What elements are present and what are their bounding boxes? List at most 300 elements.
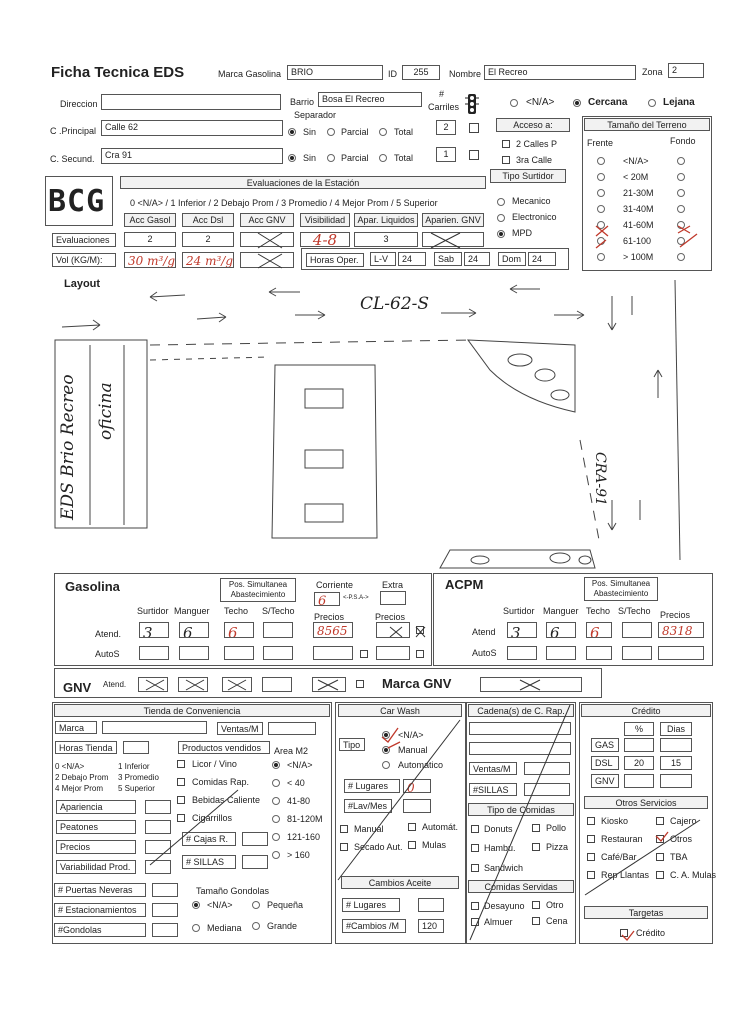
- carwash-manual-radio[interactable]: [382, 746, 390, 754]
- terreno-frente-radio[interactable]: [597, 237, 605, 245]
- sin-label-2: Sin: [303, 153, 317, 163]
- otros-servicio-label: Rep Llantas: [601, 870, 650, 880]
- gas-atend-techo[interactable]: [224, 622, 254, 638]
- direccion-field[interactable]: [101, 94, 281, 110]
- targetas-header: Targetas: [584, 906, 708, 919]
- producto-label: Comidas Rap.: [192, 777, 250, 787]
- area-radio[interactable]: [272, 761, 280, 769]
- tienda-count-field[interactable]: [152, 923, 178, 937]
- tienda-scale-item: 3 Promedio: [118, 773, 159, 782]
- cajas-label: # Cajas R.: [182, 832, 236, 846]
- total-label: Total: [394, 127, 414, 137]
- terreno-option-label: > 100M: [623, 252, 654, 262]
- otros-servicio-check[interactable]: [587, 871, 595, 879]
- barrio-field[interactable]: Bosa El Recreo: [318, 92, 422, 107]
- bcg-logo: BCG: [48, 184, 106, 219]
- producto-label: Cigarrillos: [192, 813, 233, 823]
- producto-check[interactable]: [177, 814, 185, 822]
- gas-precio-check[interactable]: [416, 626, 424, 634]
- otros-servicio-check[interactable]: [656, 835, 664, 843]
- gnv-techo-field[interactable]: [222, 677, 252, 692]
- gas-autos-surtidor[interactable]: [139, 646, 169, 660]
- carriles-principal-field[interactable]: 2: [436, 120, 456, 135]
- traffic-light-icon: [465, 93, 479, 115]
- layout-title: Layout: [64, 278, 101, 290]
- gas-atend-techo-value: 6: [228, 624, 238, 638]
- acpm-autos-manguer[interactable]: [546, 646, 576, 660]
- otros-servicio-check[interactable]: [587, 853, 595, 861]
- total-label-2: Total: [394, 153, 414, 163]
- acpm-atend-label: Atend: [472, 627, 496, 637]
- marca-gnv-title: Marca GNV: [382, 676, 452, 691]
- tienda-count-label: #Gondolas: [54, 923, 146, 937]
- gnv-precio-field[interactable]: [312, 677, 346, 692]
- acceso-3ra-check[interactable]: [502, 156, 510, 164]
- electronico-radio[interactable]: [497, 214, 505, 222]
- principal-field[interactable]: Calle 62: [101, 120, 283, 136]
- acpm-atend-techo-value: 6: [590, 624, 600, 638]
- terreno-fondo-radio[interactable]: [677, 157, 685, 165]
- gas-stecho-label: S/Techo: [262, 606, 295, 616]
- credito-header: Crédito: [581, 704, 711, 717]
- terreno-fondo-radio[interactable]: [677, 173, 685, 181]
- area-radio[interactable]: [272, 815, 280, 823]
- pizza-check[interactable]: [532, 843, 540, 851]
- almuer-label: Almuer: [484, 917, 513, 927]
- gondolas-title: Tamaño Gondolas: [196, 886, 270, 896]
- acpm-autos-surtidor[interactable]: [507, 646, 537, 660]
- principal-total-radio[interactable]: [379, 128, 387, 136]
- otros-servicio-check[interactable]: [587, 835, 595, 843]
- sandwich-label: Sandwich: [484, 863, 524, 873]
- psa-value: 6: [318, 594, 327, 606]
- terreno-frente-radio[interactable]: [597, 253, 605, 261]
- acpm-atend-manguer-value: 6: [550, 624, 560, 638]
- targetas-credito-check[interactable]: [620, 929, 628, 937]
- acpm-atend-surtidor-value: 3: [511, 624, 521, 638]
- eval-column-header: Apar. Liquidos: [354, 213, 418, 227]
- cajas-field[interactable]: [242, 832, 268, 846]
- gas-atend-manguer-value: 6: [183, 624, 193, 638]
- terreno-option-label: 31-40M: [623, 204, 654, 214]
- gas-autos-label: AutoS: [95, 649, 120, 659]
- tienda-scale-item: 2 Debajo Prom: [55, 773, 109, 782]
- cambios-lugares-label: # Lugares: [342, 898, 400, 912]
- terreno-option-label: <N/A>: [623, 156, 649, 166]
- extra-label: Extra: [382, 580, 404, 590]
- dom-field[interactable]: 24: [528, 252, 556, 266]
- gnv-check[interactable]: [356, 680, 364, 688]
- gas-precios-label: Precios: [314, 612, 345, 622]
- carwash-lav-label: #Lav/Mes: [344, 799, 392, 813]
- carwash-manual-check[interactable]: [340, 825, 348, 833]
- gnv-title: GNV: [63, 680, 92, 695]
- eval-column-header: Acc Dsl: [182, 213, 234, 227]
- extra-psa-field[interactable]: [380, 591, 406, 605]
- desayuno-check[interactable]: [471, 902, 479, 910]
- desayuno-label: Desayuno: [484, 901, 525, 911]
- street-right-label: CRA-91: [592, 452, 608, 506]
- terreno-option-label: 41-60M: [623, 220, 654, 230]
- tienda-scale-item: 4 Mejor Prom: [55, 784, 104, 793]
- eval-value-field[interactable]: 2: [182, 232, 234, 247]
- area-radio[interactable]: [272, 797, 280, 805]
- tipo-comidas-header: Tipo de Comidas: [468, 803, 574, 816]
- carwash-automat-check-label: Automát.: [422, 822, 459, 832]
- credito-gas-dias[interactable]: [660, 738, 692, 752]
- eval-column-header: Acc GNV: [240, 213, 294, 227]
- gas-autos-precio[interactable]: [313, 646, 353, 660]
- credito-gnv-dias[interactable]: [660, 774, 692, 788]
- tienda-marca-label: Marca: [55, 721, 97, 734]
- producto-label: Bebidas Caliente: [192, 795, 261, 805]
- acpm-atend-stecho[interactable]: [622, 622, 652, 638]
- tienda-eval-field[interactable]: [145, 840, 171, 854]
- mpd-label: MPD: [512, 228, 532, 238]
- otros-servicio-check[interactable]: [656, 871, 664, 879]
- acpm-atend-surtidor[interactable]: [507, 622, 537, 638]
- gas-precio-corriente[interactable]: [313, 622, 353, 638]
- carwash-lav-field[interactable]: [403, 799, 431, 813]
- gas-autos-manguer[interactable]: [179, 646, 209, 660]
- cambios-m-label: #Cambios /M: [342, 919, 406, 933]
- distance-cercana-label: Cercana: [588, 97, 628, 108]
- carwash-auto-label: Automatico: [398, 760, 444, 770]
- pollo-label: Pollo: [546, 823, 567, 833]
- gnv-atend-label: Atend.: [103, 680, 127, 689]
- area-radio[interactable]: [272, 851, 280, 859]
- acpm-techo-label: Techo: [586, 606, 611, 616]
- marca-label: Marca Gasolina: [218, 69, 282, 79]
- secund-field[interactable]: Cra 91: [101, 148, 283, 164]
- cena-check[interactable]: [532, 917, 540, 925]
- psa-field[interactable]: [314, 592, 340, 606]
- acpm-precio[interactable]: [658, 622, 704, 638]
- principal-parcial-radio[interactable]: [327, 128, 335, 136]
- carwash-secado-check-label: Secado Aut.: [354, 842, 403, 852]
- acpm-atend-manguer[interactable]: [546, 622, 576, 638]
- distance-na-label: <N/A>: [526, 97, 555, 108]
- page-title: Ficha Tecnica EDS: [51, 64, 185, 81]
- cadena-ventas-label: Ventas/M: [469, 762, 517, 775]
- secund-parcial-radio[interactable]: [327, 154, 335, 162]
- carwash-secado-check[interactable]: [340, 843, 348, 851]
- area-label: Area M2: [274, 746, 309, 756]
- marca-gnv-field[interactable]: [480, 677, 582, 692]
- sab-field[interactable]: 24: [464, 252, 490, 266]
- credito-pct-label: %: [624, 722, 654, 736]
- tienda-count-label: # Estacionamientos: [54, 903, 146, 917]
- otro-check[interactable]: [532, 901, 540, 909]
- gas-autos-stecho[interactable]: [263, 646, 293, 660]
- credito-dsl-dias[interactable]: 15: [660, 756, 692, 770]
- acpm-precios-label: Precios: [660, 610, 691, 620]
- zona-label: Zona: [642, 67, 663, 77]
- acpm-manguer-label: Manguer: [543, 606, 579, 616]
- principal-label: C .Principal: [50, 126, 97, 136]
- otros-servicios-header: Otros Servicios: [584, 796, 708, 809]
- parcial-label: Parcial: [341, 127, 369, 137]
- eval-column-header: Aparien. GNV: [422, 213, 484, 227]
- hambu-label: Hambu.: [484, 843, 516, 853]
- tienda-eval-label: Apariencia: [56, 800, 136, 814]
- carriles-secund-field[interactable]: 1: [436, 147, 456, 162]
- barrio-label: Barrio: [290, 97, 315, 107]
- lv-label: L-V: [370, 252, 396, 266]
- tienda-eval-field[interactable]: [145, 800, 171, 814]
- terreno-option-label: < 20M: [623, 172, 649, 182]
- gas-autos-check-1[interactable]: [360, 650, 368, 658]
- targetas-credito-label: Crédito: [636, 928, 666, 938]
- tienda-eval-label: Variabilidad Prod.: [56, 860, 136, 874]
- carwash-auto-radio[interactable]: [382, 761, 390, 769]
- gas-atend-stecho[interactable]: [263, 622, 293, 638]
- otros-servicio-check[interactable]: [587, 817, 595, 825]
- acceso-3ra-label: 3ra Calle: [516, 155, 553, 165]
- cambios-lugares-field[interactable]: [418, 898, 444, 912]
- distance-na-radio[interactable]: [510, 99, 518, 107]
- tienda-scale-item: 0 <N/A>: [55, 762, 85, 771]
- carwash-lugares-value: 0: [407, 781, 415, 793]
- donuts-check[interactable]: [471, 825, 479, 833]
- eval-value-field[interactable]: [422, 232, 484, 247]
- carwash-manual-check-label: Manual: [354, 824, 384, 834]
- lv-field[interactable]: 24: [398, 252, 426, 266]
- area-label: > 160: [287, 850, 310, 860]
- carriles-secund-check[interactable]: [469, 150, 479, 160]
- acpm-atend-techo[interactable]: [586, 622, 612, 638]
- eval-value-field[interactable]: 4-8: [300, 232, 350, 247]
- fondo-label: Fondo: [670, 136, 696, 146]
- direccion-label: Direccion: [60, 99, 98, 109]
- gas-precio-extra[interactable]: [376, 622, 410, 638]
- acpm-autos-techo[interactable]: [586, 646, 612, 660]
- carwash-automat-check[interactable]: [408, 823, 416, 831]
- gondolas-mediana-radio[interactable]: [192, 924, 200, 932]
- carwash-mulas-check[interactable]: [408, 841, 416, 849]
- zona-field[interactable]: 2: [668, 63, 704, 78]
- evaluaciones-header: Evaluaciones de la Estación: [120, 176, 486, 189]
- cadena-field-1[interactable]: [469, 722, 571, 735]
- id-field[interactable]: 255: [402, 65, 440, 80]
- carwash-lugares-field[interactable]: [403, 779, 431, 793]
- secund-total-radio[interactable]: [379, 154, 387, 162]
- frente-label: Frente: [587, 138, 614, 148]
- tienda-count-field[interactable]: [152, 883, 178, 897]
- carwash-lugares-label: # Lugares: [344, 779, 400, 793]
- vol-row-label: Vol (KG/M):: [52, 253, 116, 267]
- terreno-header: Tamaño del Terreno: [584, 118, 710, 131]
- electronico-label: Electronico: [512, 212, 557, 222]
- corriente-label: Corriente: [316, 580, 354, 590]
- cadena-field-2[interactable]: [469, 742, 571, 755]
- acpm-title: ACPM: [445, 577, 484, 592]
- area-label: 81-120M: [287, 814, 323, 824]
- gas-atend-label: Atend.: [95, 629, 122, 639]
- donuts-label: Donuts: [484, 824, 513, 834]
- area-radio[interactable]: [272, 779, 280, 787]
- distance-lejana-radio[interactable]: [648, 99, 656, 107]
- credito-gas-label: GAS: [591, 738, 619, 752]
- credito-gnv-pct[interactable]: [624, 774, 654, 788]
- gas-precio-corriente-value: 8565: [317, 624, 348, 638]
- tienda-eval-label: Precios: [56, 840, 136, 854]
- acceso-2calles-check[interactable]: [502, 140, 510, 148]
- hambu-check[interactable]: [471, 844, 479, 852]
- credito-gas-pct[interactable]: [624, 738, 654, 752]
- area-label: 121-160: [287, 832, 321, 842]
- carriles-label: Carriles: [428, 102, 460, 112]
- terreno-fondo-radio[interactable]: [677, 237, 685, 245]
- sin-label: Sin: [303, 127, 317, 137]
- almuer-check[interactable]: [471, 918, 479, 926]
- sandwich-check[interactable]: [471, 864, 479, 872]
- vol-value-field[interactable]: 24 m³/g: [182, 252, 234, 268]
- tienda-scale-item: 1 Inferior: [118, 762, 150, 771]
- eval-value-field[interactable]: [240, 232, 294, 247]
- gas-autos-precio-extra[interactable]: [376, 646, 410, 660]
- gas-manguer-label: Manguer: [174, 606, 210, 616]
- otros-servicio-label: Cajero: [670, 816, 697, 826]
- otros-servicio-label: TBA: [670, 852, 688, 862]
- gnv-surtidor-field[interactable]: [138, 677, 168, 692]
- acpm-precio-value: 8318: [662, 624, 693, 638]
- gas-atend-surtidor-value: 3: [143, 624, 153, 638]
- producto-check[interactable]: [177, 760, 185, 768]
- acpm-surtidor-label: Surtidor: [503, 606, 535, 616]
- tienda-sillas-field[interactable]: [242, 855, 268, 869]
- secund-sin-radio[interactable]: [288, 154, 296, 162]
- otros-servicio-label: Restauran: [601, 834, 643, 844]
- producto-check[interactable]: [177, 778, 185, 786]
- eval-value-field[interactable]: 2: [124, 232, 176, 247]
- area-label: 41-80: [287, 796, 311, 806]
- carwash-manual-label: Manual: [398, 745, 428, 755]
- carwash-mulas-check-label: Mulas: [422, 840, 447, 850]
- terreno-frente-radio[interactable]: [597, 205, 605, 213]
- eval-value-field[interactable]: 3: [354, 232, 418, 247]
- nombre-field[interactable]: El Recreo: [484, 65, 636, 80]
- mecanico-radio[interactable]: [497, 198, 505, 206]
- nombre-label: Nombre: [449, 69, 482, 79]
- tienda-horas-label: Horas Tienda: [55, 741, 117, 754]
- gondolas-grande-label: Grande: [267, 921, 298, 931]
- carriles-principal-check[interactable]: [469, 123, 479, 133]
- cambios-m-field[interactable]: 120: [418, 919, 444, 933]
- otros-servicio-label: Otros: [670, 834, 693, 844]
- comidas-servidas-header: Comidas Servidas: [468, 880, 574, 893]
- id-label: ID: [388, 69, 397, 79]
- terreno-option-label: 21-30M: [623, 188, 654, 198]
- terreno-fondo-radio[interactable]: [677, 205, 685, 213]
- carriles-hash: #: [439, 89, 445, 99]
- tienda-eval-field[interactable]: [145, 860, 171, 874]
- building-name-label: EDS Brio Recreo: [58, 374, 78, 520]
- vol-value-field[interactable]: [240, 252, 294, 268]
- terreno-fondo-radio[interactable]: [677, 221, 685, 229]
- gas-autos-techo[interactable]: [224, 646, 254, 660]
- gasolina-title: Gasolina: [65, 579, 120, 594]
- mpd-radio[interactable]: [497, 230, 505, 238]
- distance-cercana-radio[interactable]: [573, 99, 581, 107]
- street-top-label: CL-62-S: [360, 294, 430, 314]
- gondolas-na-radio[interactable]: [192, 901, 200, 909]
- gnv-manguer-field[interactable]: [178, 677, 208, 692]
- terreno-frente-radio[interactable]: [597, 221, 605, 229]
- principal-sin-radio[interactable]: [288, 128, 296, 136]
- vol-value-field[interactable]: 30 m³/g: [124, 252, 176, 268]
- separador-label: Separador: [294, 110, 337, 120]
- productos-header: Productos vendidos: [178, 741, 270, 754]
- cadena-sillas-field[interactable]: [524, 783, 570, 796]
- building-office-label: oficina: [96, 382, 116, 440]
- terreno-frente-radio[interactable]: [597, 157, 605, 165]
- pollo-check[interactable]: [532, 824, 540, 832]
- terreno-frente-radio[interactable]: [597, 189, 605, 197]
- terreno-option-label: 61-100: [623, 236, 652, 246]
- parcial-label-2: Parcial: [341, 153, 369, 163]
- gnv-stecho-field[interactable]: [262, 677, 292, 692]
- cena-label: Cena: [546, 916, 568, 926]
- otros-servicio-label: Kiosko: [601, 816, 629, 826]
- producto-label: Licor / Vino: [192, 759, 237, 769]
- tienda-eval-label: Peatones: [56, 820, 136, 834]
- tienda-horas-field[interactable]: [123, 741, 149, 754]
- tienda-eval-field[interactable]: [145, 820, 171, 834]
- pizza-label: Pizza: [546, 842, 569, 852]
- tienda-scale-item: 5 Superior: [118, 784, 155, 793]
- producto-check[interactable]: [177, 796, 185, 804]
- tienda-sillas-label: # SILLAS: [182, 855, 236, 869]
- acpm-pos-sim: Pos. Simultanea Abastecimiento: [584, 577, 658, 601]
- gondolas-pequena-radio[interactable]: [252, 901, 260, 909]
- otros-servicio-check[interactable]: [656, 853, 664, 861]
- area-radio[interactable]: [272, 833, 280, 841]
- credito-dias-label: Dias: [660, 722, 692, 736]
- secund-label: C. Secund.: [50, 154, 95, 164]
- credito-gnv-label: GNV: [591, 774, 619, 788]
- otros-servicio-check[interactable]: [656, 817, 664, 825]
- gondolas-mediana-label: Mediana: [207, 923, 242, 933]
- dom-label: Dom: [498, 252, 526, 266]
- terreno-frente-radio[interactable]: [597, 173, 605, 181]
- marca-field[interactable]: BRIO: [287, 65, 383, 80]
- terreno-fondo-radio[interactable]: [677, 253, 685, 261]
- terreno-fondo-radio[interactable]: [677, 189, 685, 197]
- distance-lejana-label: Lejana: [663, 97, 695, 108]
- psa-mark: <-P.S.A->: [343, 595, 369, 601]
- otro-label: Otro: [546, 900, 564, 910]
- acpm-autos-stecho[interactable]: [622, 646, 652, 660]
- area-label: <N/A>: [287, 760, 313, 770]
- tienda-marca-field[interactable]: [102, 721, 207, 734]
- acpm-autos-precio[interactable]: [658, 646, 704, 660]
- evaluaciones-scale: 0 <N/A> / 1 Inferior / 2 Debajo Prom / 3 Promedio / 4 Mejor Prom / 5 Superior: [130, 198, 438, 208]
- tienda-ventas-field[interactable]: [268, 722, 316, 735]
- acpm-autos-label: AutoS: [472, 648, 497, 658]
- credito-dsl-pct[interactable]: 20: [624, 756, 654, 770]
- tienda-ventas-label: Ventas/M: [217, 722, 263, 735]
- carwash-na-radio[interactable]: [382, 731, 390, 739]
- cadena-header: Cadena(s) de C. Rap.: [468, 704, 574, 717]
- gas-autos-check-2[interactable]: [416, 650, 424, 658]
- gondolas-grande-radio[interactable]: [252, 922, 260, 930]
- gas-atend-surtidor[interactable]: [139, 622, 169, 638]
- gas-atend-manguer[interactable]: [179, 622, 209, 638]
- cadena-ventas-field[interactable]: [524, 762, 570, 775]
- tienda-count-field[interactable]: [152, 903, 178, 917]
- gas-precios-extra-label: Precios: [375, 612, 406, 622]
